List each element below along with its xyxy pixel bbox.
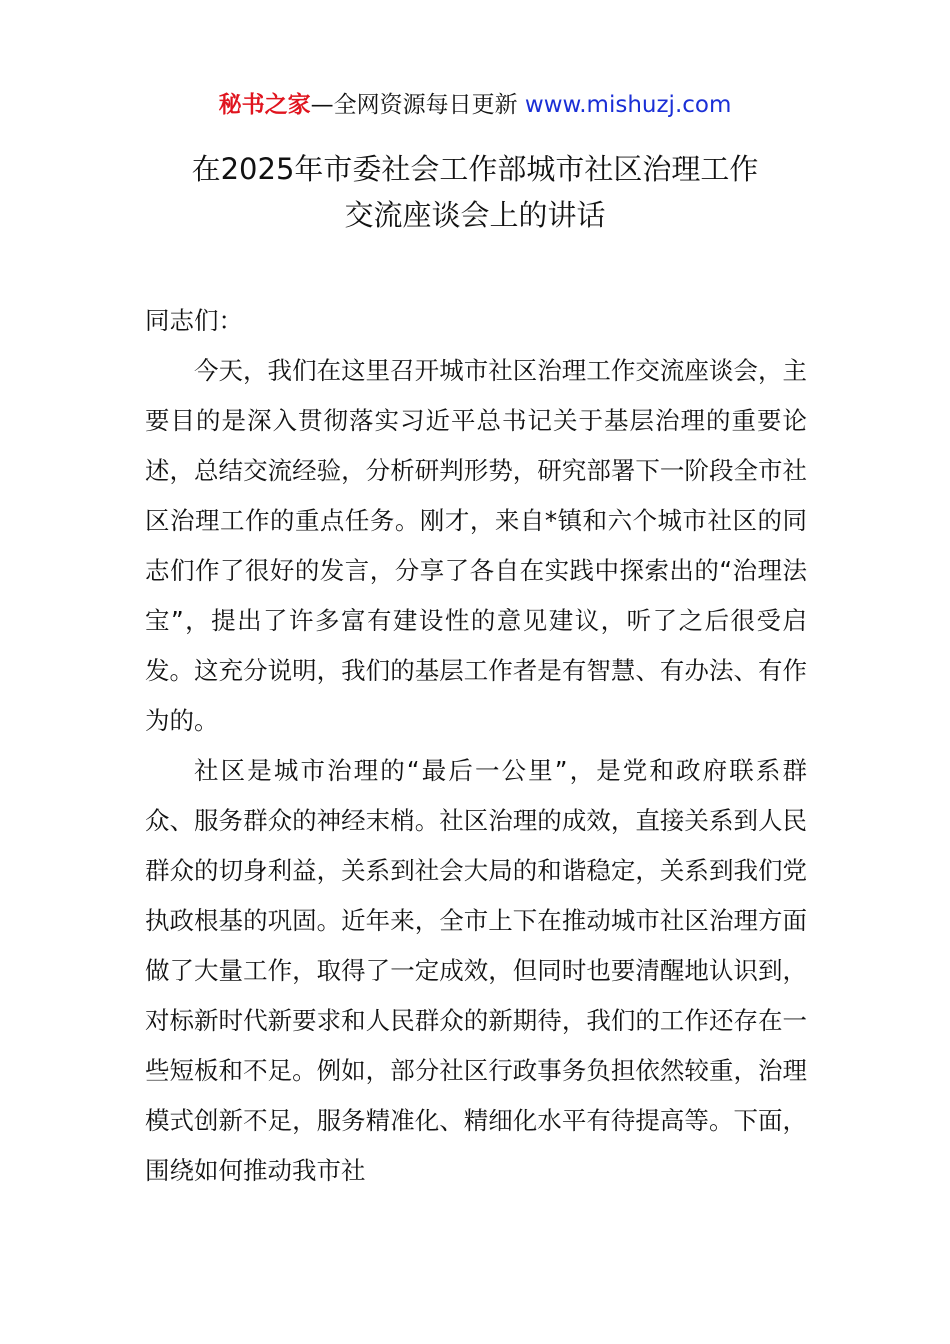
paragraph-2: 社区是城市治理的“最后一公里”，是党和政府联系群众、服务群众的神经末梢。社区治理的成效，直接关系到人民群众的切身利益，关系到社会大局的和谐稳定，关系到我们党执政根基的巩固。近年来，全市上下在推动城市社区治理方面做了大量工作，取得了一定成效，但同时也要清醒地认识到，对标新时代新要求和人民群众的新期待，我们的工作还存在一些短板和不足。例如，部分社区行政事务负担依然较重，治理模式创新不足，服务精准化、精细化水平有待提高等。下面，围绕如何推动我市社 — [145, 756, 807, 1185]
site-url-link[interactable]: www.mishuzj.com — [524, 92, 732, 118]
document-title — [0, 146, 950, 238]
title-line-2: 交流座谈会上的讲话 — [344, 198, 606, 232]
site-banner — [0, 88, 950, 122]
brand-name: 秘书之家 — [218, 92, 311, 118]
title-line-1: 在2025年市委社会工作部城市社区治理工作 — [191, 152, 759, 186]
paragraph-1: 今天，我们在这里召开城市社区治理工作交流座谈会，主要目的是深入贯彻落实习近平总书记关于基层治理的重要论述，总结交流经验，分析研判形势，研究部署下一阶段全市社区治理工作的重点任务。刚才，来自*镇和六个城市社区的同志们作了很好的发言，分享了各自在实践中探索出的“治理法宝”，提出了许多富有建设性的意见建议，听了之后很受启发。这充分说明，我们的基层工作者是有智慧、有办法、有作为的。 — [145, 356, 807, 735]
salutation: 同志们： — [145, 306, 243, 335]
banner-tagline: —全网资源每日更新 — [310, 92, 525, 118]
document-body — [145, 296, 807, 1196]
